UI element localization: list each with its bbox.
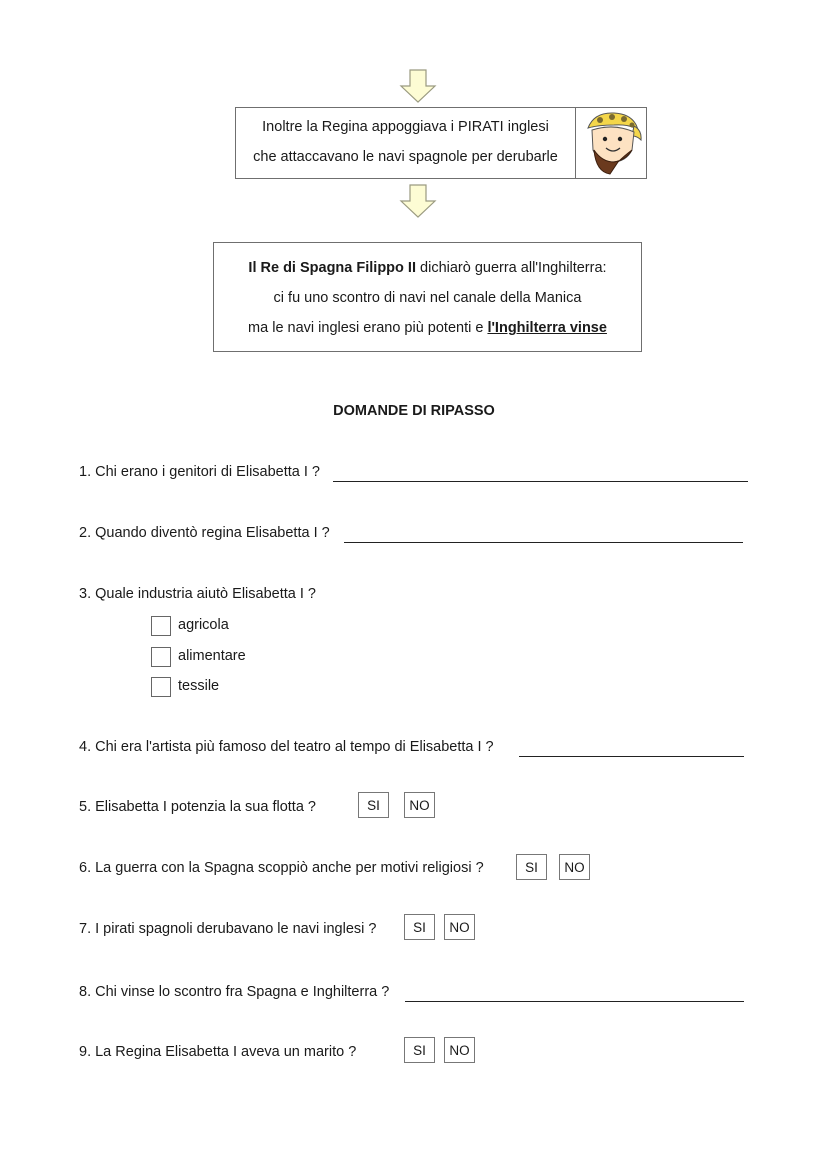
question-2: 2. Quando diventò regina Elisabetta I ? xyxy=(79,525,330,541)
q7-no-button[interactable]: NO xyxy=(444,914,475,940)
down-arrow-icon xyxy=(399,184,437,218)
option-alimentare: alimentare xyxy=(178,648,246,664)
answer-line-1[interactable] xyxy=(333,481,748,482)
down-arrow-icon xyxy=(399,69,437,103)
answer-line-8[interactable] xyxy=(405,1001,744,1002)
q5-no-button[interactable]: NO xyxy=(404,792,435,818)
q9-yes-button[interactable]: SI xyxy=(404,1037,435,1063)
checkbox-tessile[interactable] xyxy=(151,677,171,697)
box-divider xyxy=(575,108,576,178)
pirates-text-line-2: che attaccavano le navi spagnole per derubarle xyxy=(253,149,558,165)
section-title: DOMANDE DI RIPASSO xyxy=(333,403,495,419)
q6-yes-button[interactable]: SI xyxy=(516,854,547,880)
q9-no-button[interactable]: NO xyxy=(444,1037,475,1063)
question-6: 6. La guerra con la Spagna scoppiò anche per motivi religiosi ? xyxy=(79,860,484,876)
q7-yes-button[interactable]: SI xyxy=(404,914,435,940)
question-3: 3. Quale industria aiutò Elisabetta I ? xyxy=(79,586,316,602)
question-8: 8. Chi vinse lo scontro fra Spagna e Inghilterra ? xyxy=(79,984,390,1000)
option-agricola: agricola xyxy=(178,617,229,633)
king-philip-bold: Il Re di Spagna Filippo II xyxy=(248,260,416,276)
war-text-line-3: ma le navi inglesi erano più potenti e l'Inghilterra vinse xyxy=(248,320,607,336)
war-text-line-2: ci fu uno scontro di navi nel canale della Manica xyxy=(273,290,582,306)
pirate-head-icon xyxy=(580,110,644,176)
checkbox-alimentare[interactable] xyxy=(151,647,171,667)
england-won-bold: l'Inghilterra vinse xyxy=(487,320,607,336)
q6-no-button[interactable]: NO xyxy=(559,854,590,880)
question-5: 5. Elisabetta I potenzia la sua flotta ? xyxy=(79,799,316,815)
answer-line-2[interactable] xyxy=(344,542,743,543)
q5-yes-button[interactable]: SI xyxy=(358,792,389,818)
question-9: 9. La Regina Elisabetta I aveva un marito ? xyxy=(79,1044,357,1060)
answer-line-4[interactable] xyxy=(519,756,744,757)
question-1: 1. Chi erano i genitori di Elisabetta I ? xyxy=(79,464,320,480)
question-7: 7. I pirati spagnoli derubavano le navi inglesi ? xyxy=(79,921,377,937)
war-text-line-1: Il Re di Spagna Filippo II dichiarò guerra all'Inghilterra: xyxy=(248,260,607,276)
war-info-box xyxy=(213,242,642,352)
pirates-info-box xyxy=(235,107,647,179)
pirates-text-line-1: Inoltre la Regina appoggiava i PIRATI inglesi xyxy=(262,119,549,135)
option-tessile: tessile xyxy=(178,678,220,694)
question-4: 4. Chi era l'artista più famoso del teatro al tempo di Elisabetta I ? xyxy=(79,739,494,755)
checkbox-agricola[interactable] xyxy=(151,616,171,636)
